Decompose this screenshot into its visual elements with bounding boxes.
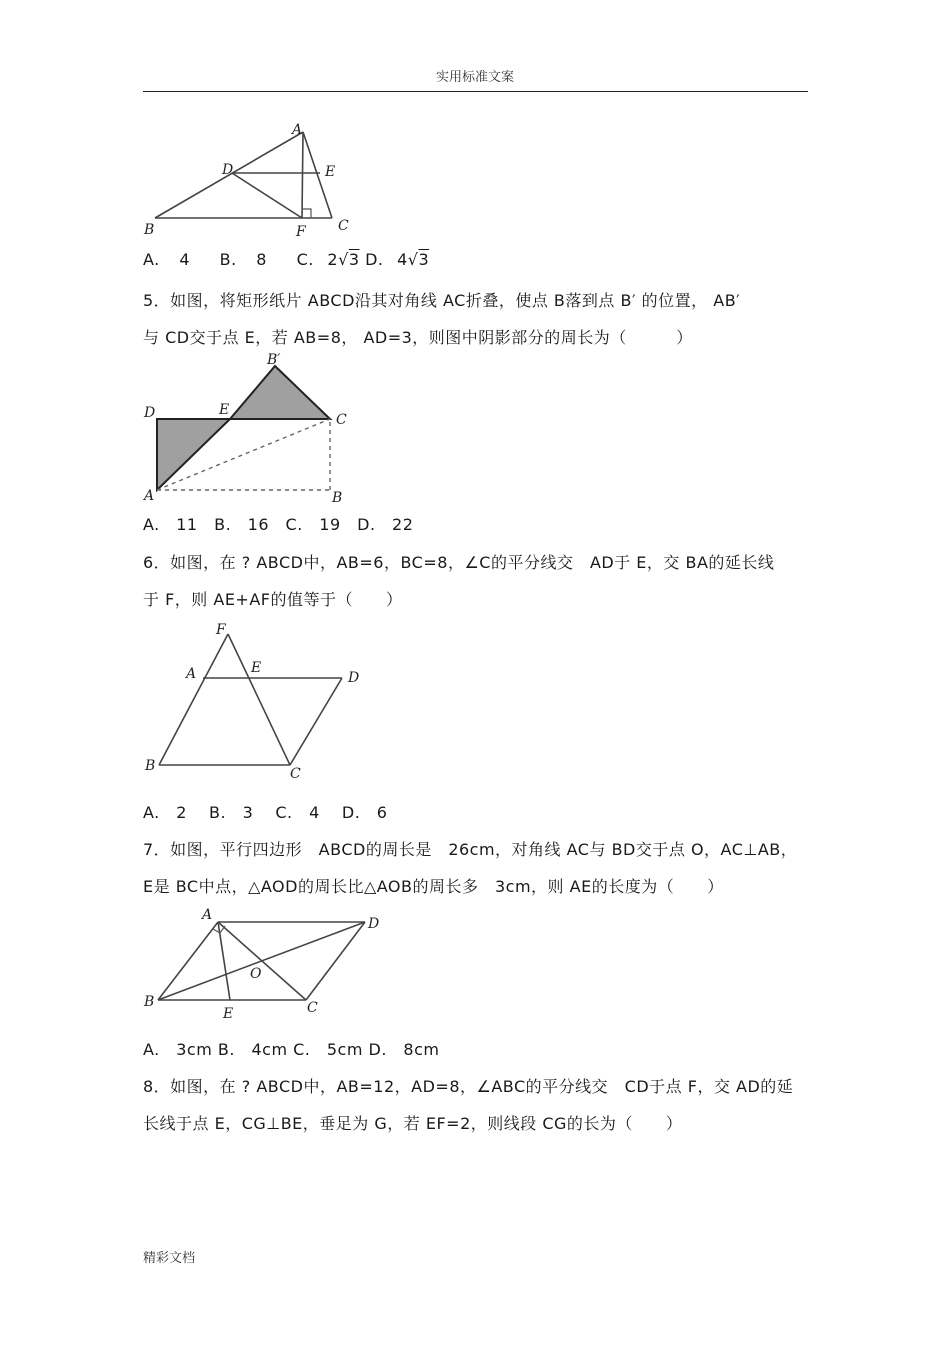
q6-label-E: E xyxy=(251,660,262,676)
q4-label-E: E xyxy=(325,164,336,180)
q4-option-c-radicand: 3 xyxy=(348,250,360,269)
q4-options xyxy=(143,250,429,269)
q4-line-AF xyxy=(302,132,303,218)
q4-option-d-value: 4 xyxy=(397,250,408,269)
q6-options: A. 2 B. 3 C. 4 D. 6 xyxy=(143,803,388,822)
q7-label-B: B xyxy=(144,994,155,1010)
q4-option-c-value: 2 xyxy=(327,250,339,269)
q7-label-O: O xyxy=(250,966,262,982)
q7-line-AE xyxy=(218,922,230,1000)
q4-option-a-value: 4 xyxy=(179,250,191,269)
page-footer: 精彩文档 xyxy=(143,1251,196,1266)
q4-label-A: A xyxy=(292,122,303,138)
q6-line-DC xyxy=(290,678,342,765)
q5-label-E: E xyxy=(219,402,230,418)
q5-shaded-triangle-ADE xyxy=(157,419,230,490)
q5-line-2: 与 CD交于点 E，若 AB=8， AD=3，则图中阴影部分的周长为（ ） xyxy=(143,328,693,347)
q6-label-A: A xyxy=(186,666,197,682)
q7-line-BD xyxy=(158,922,365,1000)
q7-label-A: A xyxy=(202,907,213,923)
q4-label-F: F xyxy=(296,224,306,240)
sqrt-symbol: √ xyxy=(407,250,419,269)
q7-label-D: D xyxy=(368,916,380,932)
q4-option-d-letter: D. xyxy=(365,250,384,269)
q4-label-D: D xyxy=(222,162,234,178)
q6-line-CF xyxy=(228,634,290,765)
header-rule xyxy=(143,91,808,92)
q4-figure xyxy=(140,118,370,243)
page-header: 实用标准文案 xyxy=(435,70,514,85)
q5-label-C: C xyxy=(336,412,347,428)
sqrt-symbol: √ xyxy=(338,250,349,269)
q7-line-1: 7．如图，平行四边形 ABCD的周长是 26cm，对角线 AC与 BD交于点 O，AC⊥AB， xyxy=(143,840,798,859)
q5-label-D: D xyxy=(144,405,156,421)
q5-label-A: A xyxy=(144,488,155,504)
q4-option-b-value: 8 xyxy=(256,250,267,269)
q4-option-a-letter: A. xyxy=(143,250,160,269)
q4-option-b-letter: B. xyxy=(219,250,237,269)
q7-figure xyxy=(140,902,385,1027)
q6-label-C: C xyxy=(290,766,301,782)
q5-options: A. 11 B. 16 C. 19 D. 22 xyxy=(143,515,414,534)
q6-line-1: 6．如图，在 ? ABCD中，AB=6，BC=8，∠C的平分线交 AD于 E，交 BA的延长线 xyxy=(143,553,775,572)
q7-line-2: E是 BC中点，△AOD的周长比△AOB的周长多 3cm，则 AE的长度为（ ） xyxy=(143,877,724,896)
q4-line-DF xyxy=(232,173,302,218)
q6-figure xyxy=(140,620,370,785)
q8-line-2: 长线于点 E，CG⊥BE，垂足为 G，若 EF=2，则线段 CG的长为（ ） xyxy=(143,1114,683,1133)
q7-options: A. 3cm B. 4cm C. 5cm D. 8cm xyxy=(143,1040,440,1059)
q7-label-E: E xyxy=(223,1006,234,1022)
q6-label-F: F xyxy=(216,622,226,638)
q6-line-2: 于 F，则 AE+AF的值等于（ ） xyxy=(143,590,403,609)
q8-line-1: 8．如图，在 ? ABCD中，AB=12，AD=8，∠ABC的平分线交 CD于点 F，交 AD的延 xyxy=(143,1077,794,1096)
q4-label-C: C xyxy=(338,218,349,234)
q5-line-1: 5．如图，将矩形纸片 ABCD沿其对角线 AC折叠，使点 B落到点 B′ 的位置， AB′ xyxy=(143,291,741,310)
q6-label-D: D xyxy=(348,670,360,686)
q4-option-c-letter: C. xyxy=(296,250,314,269)
q5-label-B: B xyxy=(332,490,343,506)
q5-figure xyxy=(140,350,370,505)
q4-label-B: B xyxy=(144,222,155,238)
q5-shaded-triangle-EBpC xyxy=(230,366,330,419)
q6-label-B: B xyxy=(145,758,156,774)
q4-option-d-radicand: 3 xyxy=(418,250,430,269)
q4-right-angle-mark xyxy=(302,209,311,218)
q6-line-BA-ext xyxy=(159,634,228,765)
q5-label-Bp: B′ xyxy=(267,352,281,368)
q7-label-C: C xyxy=(307,1000,318,1016)
